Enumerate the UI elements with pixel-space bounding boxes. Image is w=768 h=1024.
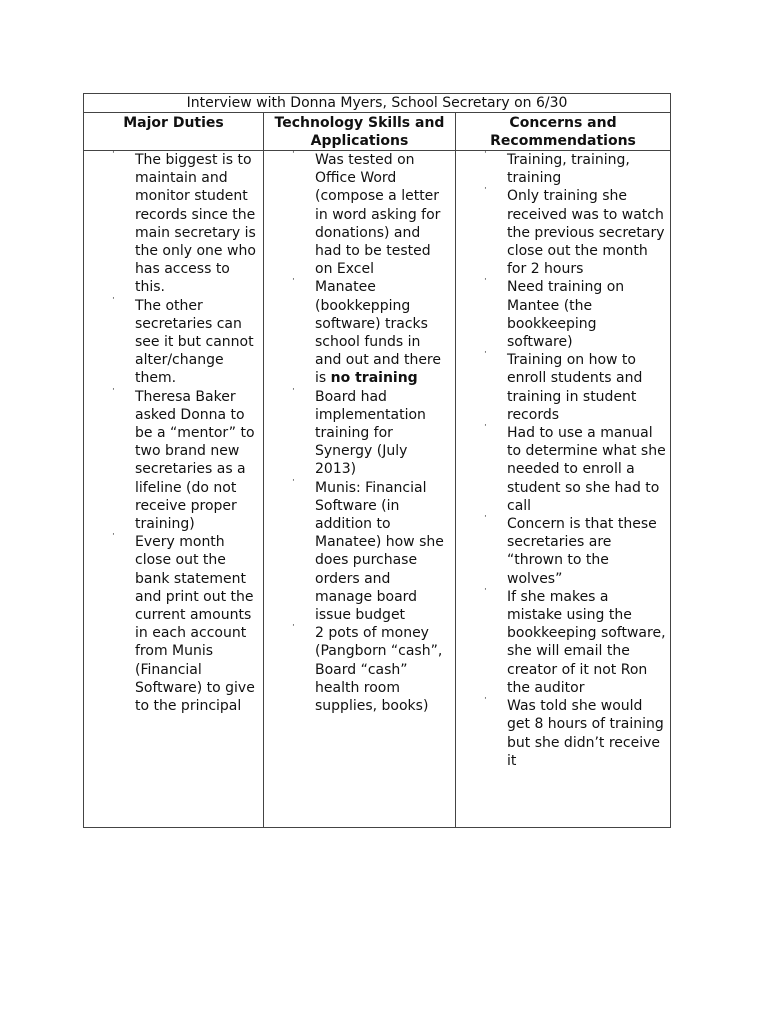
bullet-icon: · bbox=[484, 421, 487, 432]
bullet-icon: · bbox=[484, 275, 487, 286]
bullet-icon: · bbox=[484, 148, 487, 158]
list-item: · Training on how to enroll students and training in student records bbox=[484, 348, 643, 423]
bullet-icon: · bbox=[484, 348, 487, 359]
interview-table bbox=[83, 93, 671, 828]
concerns-list bbox=[456, 148, 670, 770]
bullet-icon: · bbox=[484, 694, 487, 705]
list-item: · The other secretaries can see it but cannot alter/change them. bbox=[112, 293, 254, 387]
concerns-cell bbox=[456, 148, 671, 828]
bullet-icon: · bbox=[292, 275, 295, 286]
list-item: · Training, training, training bbox=[484, 148, 630, 187]
technology-list bbox=[264, 148, 455, 715]
header-row bbox=[84, 113, 671, 151]
bullet-icon: · bbox=[484, 184, 487, 195]
bullet-icon: · bbox=[484, 584, 487, 595]
table-title: Interview with Donna Myers, School Secretary on 6/30 bbox=[84, 94, 671, 113]
list-item: · Need training on Mantee (the bookkeeping software) bbox=[484, 275, 625, 351]
title-row bbox=[84, 94, 671, 113]
bullet-icon: · bbox=[112, 148, 115, 158]
bullet-icon: · bbox=[292, 621, 295, 632]
bullet-icon: · bbox=[112, 384, 115, 395]
content-row bbox=[84, 151, 671, 828]
list-item: · The biggest is to maintain and monitor student records since the main secretary is the only one who has access to this. bbox=[112, 148, 256, 296]
no-training-emphasis: no training bbox=[330, 370, 418, 387]
list-item: · Was tested on Office Word (compose a letter in word asking for donations) and had to be tested on Excel bbox=[292, 148, 441, 278]
column-header-concerns: Concerns and Recommendations bbox=[456, 113, 671, 151]
list-item: · If she makes a mistake using the bookkeeping software, she will email the creator of it not Ron the auditor bbox=[484, 584, 666, 696]
list-item: · Only training she received was to watch the previous secretary close out the month for 2 hours bbox=[484, 184, 665, 278]
column-header-major-duties: Major Duties bbox=[84, 113, 264, 151]
bullet-icon: · bbox=[112, 293, 115, 304]
bullet-icon: · bbox=[484, 512, 487, 523]
technology-cell bbox=[264, 148, 456, 828]
list-item: · Munis: Financial Software (in addition to Manatee) how she does purchase orders and manage board issue budget bbox=[292, 475, 444, 624]
bullet-icon: · bbox=[292, 148, 295, 158]
major-duties-list bbox=[84, 148, 263, 715]
list-item: · Theresa Baker asked Donna to be a “mentor” to two brand new secretaries as a lifeline (do not receive proper training) bbox=[112, 384, 255, 533]
major-duties-cell bbox=[84, 148, 264, 828]
list-item: · Had to use a manual to determine what she needed to enroll a student so she had to call bbox=[484, 421, 666, 514]
bullet-icon: · bbox=[292, 384, 295, 395]
list-item: · Board had implementation training for Synergy (July 2013) bbox=[292, 384, 426, 478]
list-item: · 2 pots of money (Pangborn “cash”, Board “cash” health room supplies, books) bbox=[292, 621, 443, 715]
list-item: · Concern is that these secretaries are “thrown to the wolves” bbox=[484, 512, 657, 587]
list-item: · Manatee (bookkepping software) tracks school funds in and out and there is no training bbox=[292, 275, 441, 387]
column-header-technology: Technology Skills and Applications bbox=[264, 113, 456, 151]
list-item: · Was told she would get 8 hours of training but she didn’t receive it bbox=[484, 694, 664, 769]
bullet-icon: · bbox=[112, 530, 115, 541]
bullet-icon: · bbox=[292, 475, 295, 486]
list-item: · Every month close out the bank statement and print out the current amounts in each account from Munis (Financial Software) to give to the principal bbox=[112, 530, 255, 715]
